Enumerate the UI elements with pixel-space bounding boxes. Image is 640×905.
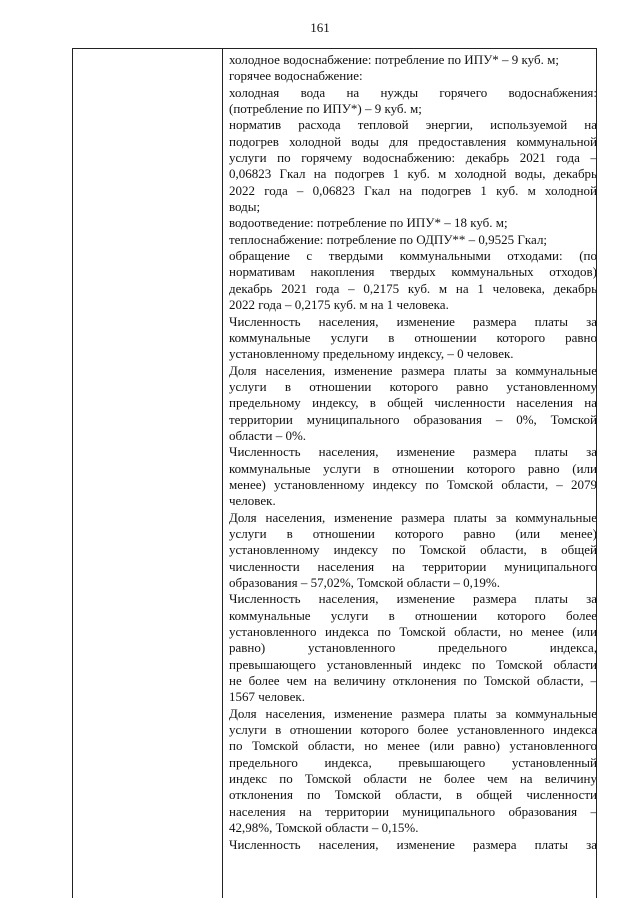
text-line: Доля населения, изменение размера платы за коммунальные (229, 362, 597, 378)
text-line: норматив расхода тепловой энергии, используемой на (229, 117, 597, 133)
paragraph (229, 85, 597, 118)
text-line: 2022 года – 0,06823 Гкал на подогрев 1 куб. м холодной (229, 182, 597, 198)
text-line: предельному индексу, в общей численности населения на (229, 395, 597, 411)
document-table (72, 48, 597, 898)
text-line: территории муниципального образования – 0%, Томской (229, 411, 597, 427)
page-number: 161 (310, 20, 330, 35)
text-line: не более чем на величину отклонения по Томской области, – (229, 673, 597, 689)
text-line: индекс по Томской области не более чем на величину (229, 771, 597, 787)
text-line: установленному предельному индексу, – 0 человек. (229, 346, 514, 362)
text-line: 1567 человек. (229, 689, 305, 705)
text-line: установленному индексу по Томской области, в общей (229, 542, 597, 558)
text-line: Доля населения, изменение размера платы за коммунальные (229, 705, 597, 721)
text-line: 42,98%, Томской области – 0,15%. (229, 820, 419, 836)
paragraph (229, 591, 597, 705)
text-line: превышающего установленный индекс по Томской области (229, 656, 597, 672)
text-line: Численность населения, изменение размера платы за (229, 836, 597, 852)
text-line: (потребление по ИПУ*) – 9 куб. м; (229, 101, 422, 117)
text-line: по Томской области, но менее (или равно) установленного (229, 738, 597, 754)
text-line: холодное водоснабжение: потребление по ИПУ* – 9 куб. м; (229, 52, 559, 67)
text-line: менее) установленному индексу по Томской области, – 2079 (229, 476, 597, 492)
text-line: воды; (229, 199, 261, 215)
text-line: услуги по горячему водоснабжению: декабрь 2021 года – (229, 150, 597, 166)
text-line: 2022 года – 0,2175 куб. м на 1 человека. (229, 297, 449, 313)
paragraph (229, 117, 597, 215)
text-line: коммунальные услуги в отношении которого равно (или (229, 460, 597, 476)
text-line: услуги в отношении которого равно (или менее) (229, 525, 597, 541)
text-line: услуги в отношении которого более установленного индекса (229, 722, 597, 738)
paragraph (229, 706, 597, 837)
text-line: коммунальные услуги в отношении которого равно (229, 329, 597, 345)
text-line: теплоснабжение: потребление по ОДПУ** – 0,9525 Гкал; (229, 231, 548, 247)
text-line: численности населения на территории муниципального (229, 558, 597, 574)
table-cell-text (229, 52, 597, 853)
paragraph (229, 837, 597, 853)
text-line: человек. (229, 493, 276, 509)
text-line: Численность населения, изменение размера платы за (229, 444, 597, 460)
paragraph (229, 314, 597, 363)
paragraph (229, 444, 597, 509)
text-line: холодная вода на нужды горячего водоснабжения: (229, 84, 597, 100)
text-line: Численность населения, изменение размера платы за (229, 591, 597, 607)
text-line: Доля населения, изменение размера платы за коммунальные (229, 509, 597, 525)
text-line: населения на территории муниципального образования – (229, 803, 597, 819)
text-line: предельного индекса, превышающего установленный (229, 754, 597, 770)
text-line: отклонения по Томской области, в общей численности (229, 787, 597, 803)
text-line: горячее водоснабжение: (229, 68, 363, 84)
text-line: равно) установленного предельного индекса, (229, 640, 597, 656)
column-divider (222, 49, 223, 898)
text-line: коммунальные услуги в отношении которого более (229, 607, 597, 623)
paragraph (229, 232, 597, 248)
text-line: области – 0%. (229, 427, 307, 443)
paragraph (229, 215, 597, 231)
text-line: 0,06823 Гкал на подогрев 1 куб. м холодной воды, декабрь (229, 166, 597, 182)
text-line: водоотведение: потребление по ИПУ* – 18 куб. м; (229, 215, 508, 231)
text-line: нормативам накопления твердых коммунальных отходов) (229, 264, 597, 280)
text-line: Численность населения, изменение размера платы за (229, 313, 597, 329)
text-line: обращение с твердыми коммунальными отходами: (по (229, 248, 597, 264)
text-line: образования – 57,02%, Томской области – 0,19%. (229, 575, 501, 590)
text-line: декабрь 2021 года – 0,2175 куб. м на 1 человека, декабрь (229, 280, 597, 296)
paragraph (229, 52, 597, 85)
text-line: услуги в отношении которого равно установленному (229, 378, 597, 394)
paragraph (229, 510, 597, 592)
paragraph (229, 248, 597, 313)
text-line: установленного индекса по Томской области, но менее (или (229, 624, 597, 640)
text-line: подогрев холодной воды для предоставления коммунальной (229, 133, 597, 149)
paragraph (229, 363, 597, 445)
